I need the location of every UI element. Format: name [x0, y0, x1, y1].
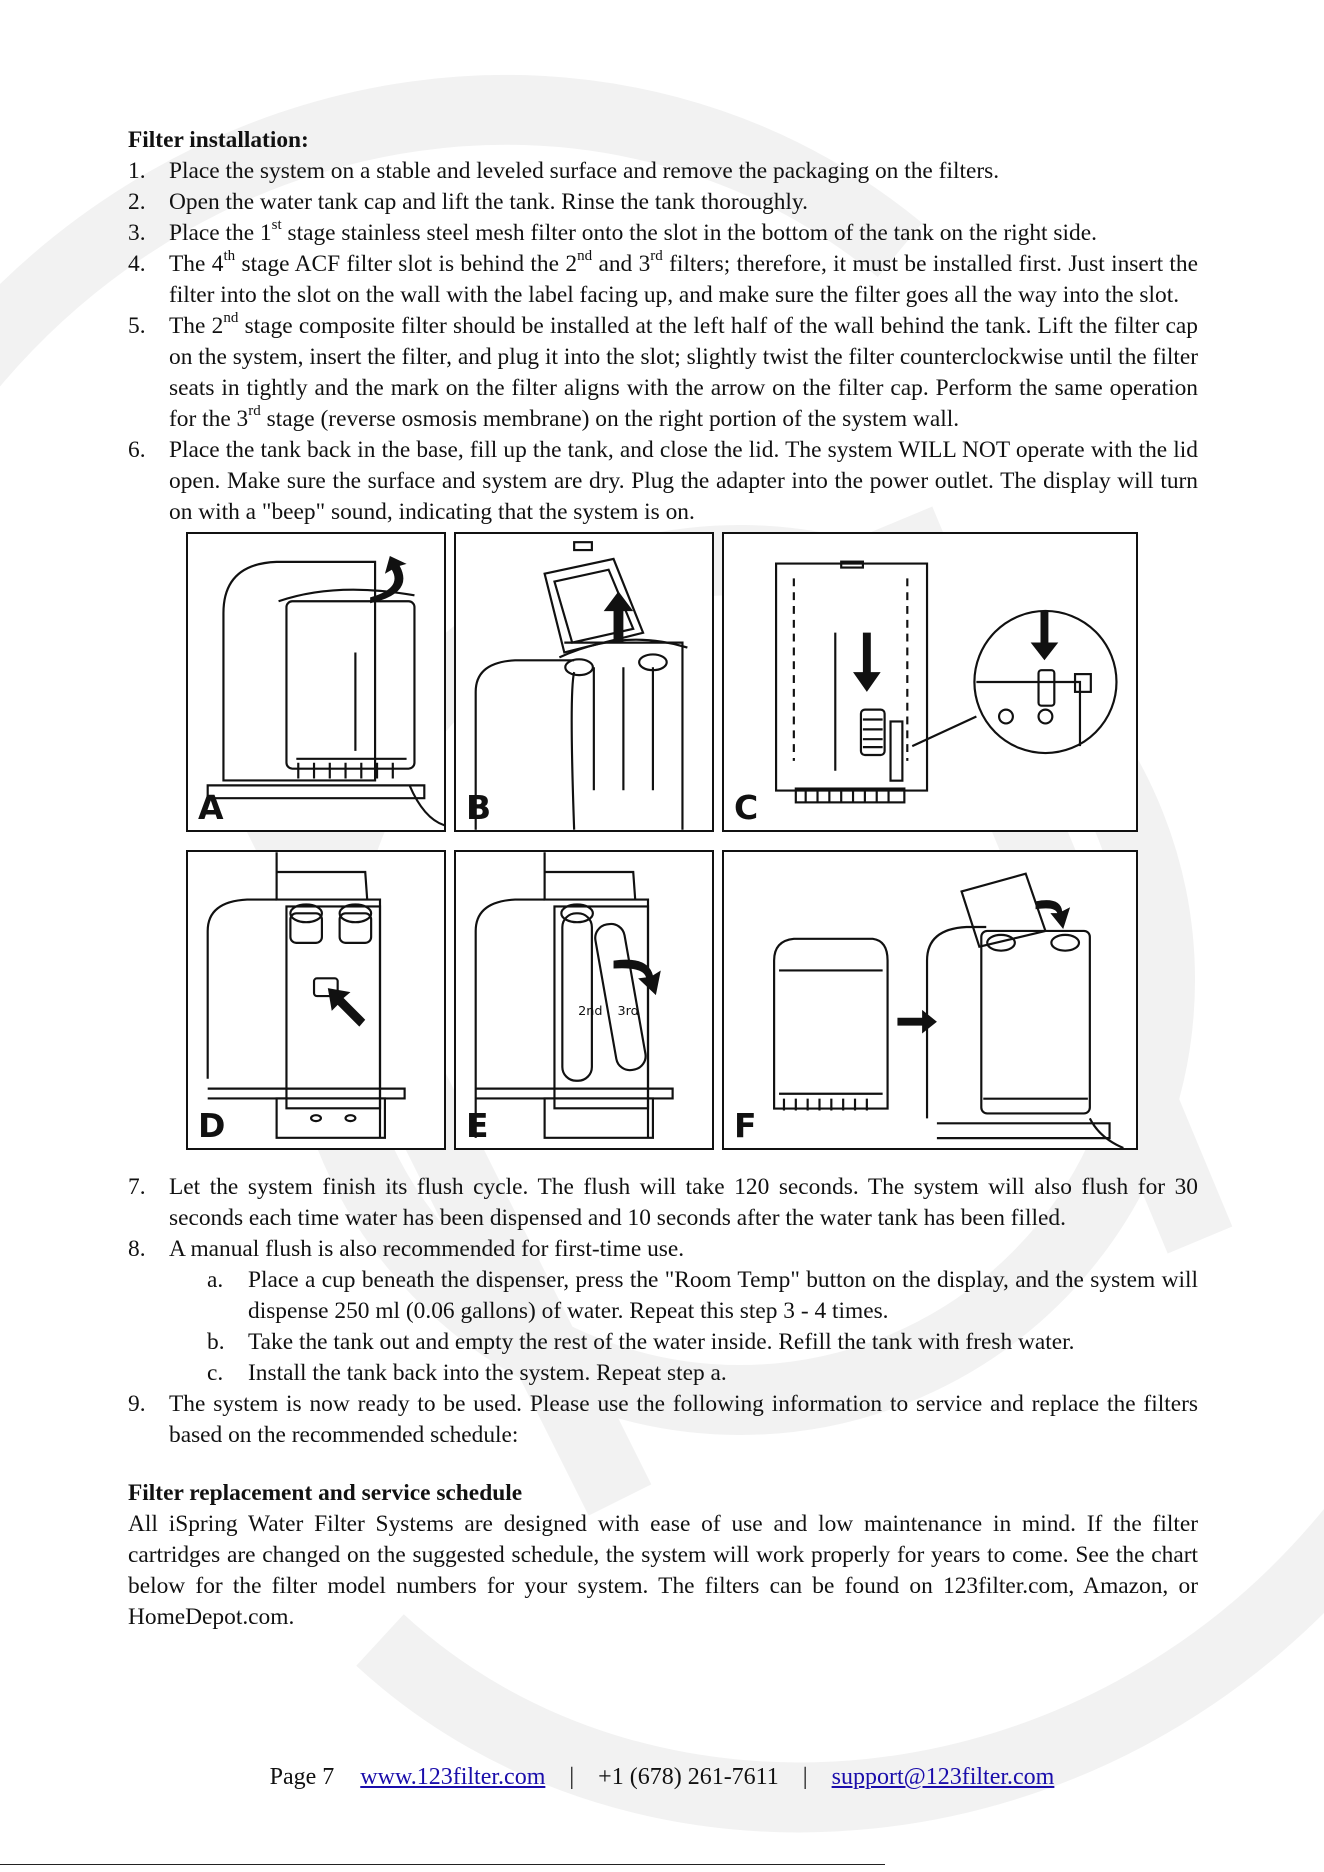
footer-separator: |: [802, 1764, 808, 1790]
label-2nd: 2nd: [578, 1003, 603, 1019]
panel-label-f: F: [734, 1106, 757, 1145]
step-8: 8. A manual flush is also recommended for first-time use. a. Place a cup beneath the dispenser, press the "Room Temp" button on the display, and the system will dispense 250 ml (0.06 gallons) of water. Repeat this step 3 - 4 times. b. Take the tank out and empty the rest of the water inside. Refill the tank with fresh water. c. Install the tank back into the system. Repeat step a.: [128, 1234, 1198, 1389]
substep-c: c. Install the tank back into the system. Repeat step a.: [207, 1360, 727, 1386]
step-7: 7. Let the system finish its flush cycle. The flush will take 120 seconds. The system will also flush for 30 seconds each time water has been dispensed and 10 seconds after the water tank has been filled.: [128, 1174, 1198, 1231]
panel-label-b: B: [466, 788, 492, 827]
page-content: [128, 125, 1198, 1633]
step-5: 5. The 2nd stage composite filter should be installed at the left half of the wall behind the tank. Lift the filter cap on the system, insert the filter, and plug it into the slot; slightly twist the filter counterclockwise until the filter seats in tightly and the mark on the filter aligns with the arrow on the filter cap. Perform the same operation for the 3rd stage (reverse osmosis membrane) on the right portion of the system wall.: [128, 310, 1198, 432]
tank-return-illustration: [724, 852, 1136, 1148]
panel-e: [454, 850, 714, 1150]
page-footer: [0, 1762, 1324, 1792]
step-8-substeps: [207, 1265, 1198, 1389]
panel-d: [186, 850, 446, 1150]
tank-bottom-filter-illustration: [724, 534, 1136, 830]
composite-filter-twist-illustration: [456, 852, 712, 1148]
panel-a: [186, 532, 446, 832]
install-steps: [128, 156, 1198, 528]
water-system-illustration: [188, 534, 444, 830]
step-4: 4. The 4th stage ACF filter slot is behind the 2nd and 3rd filters; therefore, it must be installed first. Just insert the filter into the slot on the wall with the label facing up, and make sure the filter goes all the way into the slot.: [128, 248, 1198, 308]
step-1: 1. Place the system on a stable and leveled surface and remove the packaging on the filters.: [128, 158, 1000, 184]
schedule-body: All iSpring Water Filter Systems are designed with ease of use and low maintenance in mind. If the filter cartridges are changed on the suggested schedule, the system will work properly for years to come. See the chart below for the filter model numbers for your system. The filters can be found on 123filter.com, Amazon, or HomeDepot.com.: [128, 1511, 1198, 1630]
panel-label-a: A: [198, 788, 224, 827]
page-number: Page 7: [269, 1764, 335, 1790]
panel-f: [722, 850, 1138, 1150]
panel-label-c: C: [734, 788, 759, 827]
step-6: 6. Place the tank back in the base, fill up the tank, and close the lid. The system WILL NOT operate with the lid open. Make sure the surface and system are dry. Plug the adapter into the power outlet. The display will turn on with a "beep" sound, indicating that the system is on.: [128, 437, 1198, 525]
substep-b: b. Take the tank out and empty the rest of the water inside. Refill the tank with fresh water.: [207, 1329, 1075, 1355]
step-2: 2. Open the water tank cap and lift the tank. Rinse the tank thoroughly.: [128, 189, 808, 215]
website-link[interactable]: www.123filter.com: [360, 1764, 546, 1790]
bottom-rule: [0, 1864, 885, 1865]
step-3: 3. Place the 1st stage stainless steel mesh filter onto the slot in the bottom of the tank on the right side.: [128, 217, 1097, 246]
panel-label-e: E: [466, 1106, 489, 1145]
email-link[interactable]: support@123filter.com: [831, 1764, 1055, 1790]
installation-figure: [186, 532, 1198, 1172]
label-3rd: 3rd: [617, 1003, 639, 1019]
install-title: Filter installation:: [128, 127, 309, 153]
step-9: 9. The system is now ready to be used. Please use the following information to service and replace the filters based on the recommended schedule:: [128, 1391, 1198, 1448]
panel-label-d: D: [198, 1106, 226, 1145]
substep-a: a. Place a cup beneath the dispenser, press the "Room Temp" button on the display, and the system will dispense 250 ml (0.06 gallons) of water. Repeat this step 3 - 4 times.: [207, 1267, 1198, 1324]
schedule-title: Filter replacement and service schedule: [128, 1480, 523, 1506]
panel-b: [454, 532, 714, 832]
tank-lift-illustration: [456, 534, 712, 830]
panel-c: [722, 532, 1138, 832]
flush-steps: [128, 1172, 1198, 1451]
phone-number: +1 (678) 261-7611: [598, 1764, 779, 1790]
acf-filter-insert-illustration: [188, 852, 444, 1148]
footer-separator: |: [569, 1764, 575, 1790]
